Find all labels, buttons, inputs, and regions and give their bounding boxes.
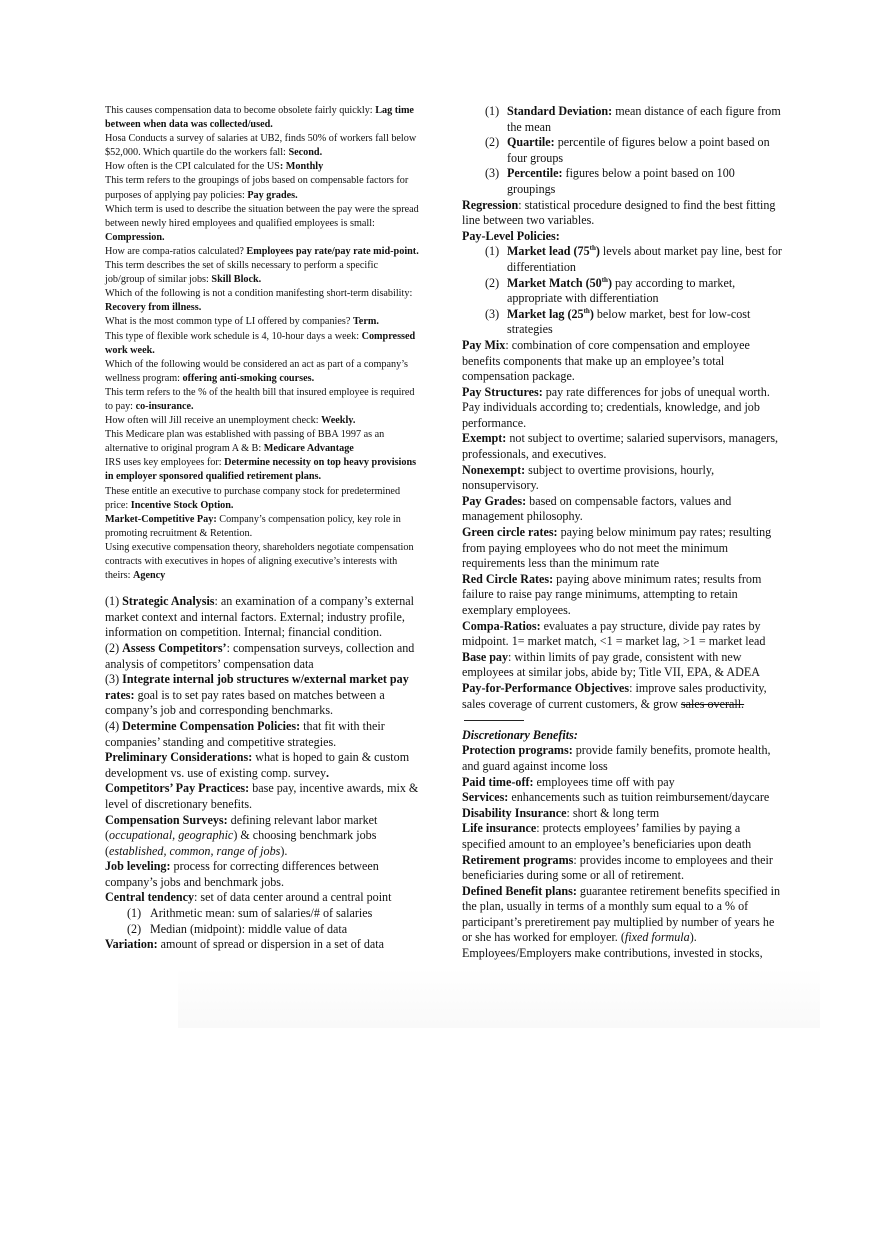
qa-item: This causes compensation data to become obsolete fairly quickly: Lag time between when data was collected/used. bbox=[105, 105, 414, 131]
list-item: (3) Percentile: figures below a point based on 100 groupings bbox=[485, 166, 735, 196]
list-item: (2) Quartile: percentile of figures below a point based on four groups bbox=[485, 135, 770, 165]
pay-level-list bbox=[462, 244, 782, 338]
definition: Protection programs: provide family benefits, promote health, and guard against income loss bbox=[462, 743, 771, 773]
compensation-notes bbox=[105, 594, 420, 953]
compensation-surveys: Compensation Surveys: defining relevant labor market (occupational, geographic) & choosing benchmark jobs (established, common, range of jobs). bbox=[105, 812, 378, 858]
quiz-questions bbox=[105, 104, 420, 583]
qa-item: How often is the CPI calculated for the US: Monthly bbox=[105, 161, 324, 173]
qa-item: This term refers to the groupings of jobs based on compensable factors for purposes of applying pay policies: Pay grades. bbox=[105, 175, 409, 201]
preliminary-considerations: Preliminary Considerations: what is hoped to gain & custom development vs. use of existing comp. survey. bbox=[105, 750, 410, 780]
step-item: (2) Assess Competitors’: compensation surveys, collection and analysis of competitors’ compensation data bbox=[105, 640, 415, 671]
qa-item: Hosa Conducts a survey of salaries at UB2, finds 50% of workers fall below $52,000. Which quartile do the workers fall: Second. bbox=[105, 133, 417, 159]
regression: Regression: statistical procedure designed to find the best fitting line between two variables. bbox=[462, 197, 776, 228]
definition: Pay Structures: pay rate differences for jobs of unequal worth. Pay individuals according to; credentials, knowledge, and job performance. bbox=[462, 384, 770, 430]
definition: Paid time-off: employees time off with pay bbox=[462, 774, 675, 789]
left-column bbox=[105, 104, 420, 953]
pay-level-policies-heading: Pay-Level Policies: bbox=[462, 228, 560, 243]
definition: Red Circle Rates: paying above minimum rates; results from failure to raise pay range minimums, attempting to retain exemplary employees. bbox=[462, 571, 762, 617]
spacer bbox=[105, 583, 420, 594]
qa-item: Which of the following is not a condition manifesting short-term disability: Recovery from illness. bbox=[105, 288, 413, 314]
qa-item: Which term is used to describe the situation between the pay were the spread between newly hired employees and qualified employees is small: Compression. bbox=[105, 203, 419, 243]
definition: Base pay: within limits of pay grade, consistent with new employees at similar jobs, abide by; Title VII, EPA, & ADEA bbox=[462, 649, 760, 680]
definition: Green circle rates: paying below minimum pay rates; resulting from paying employees who do not meet the minimum requirements less than the minimum rate bbox=[462, 525, 772, 571]
list-item: (1) Arithmetic mean: sum of salaries/# of salaries bbox=[127, 906, 373, 921]
step-item: (1) Strategic Analysis: an examination of a company’s external market context and internal factors. External; industry profile, information on competition. Internal; financial condition. bbox=[105, 594, 414, 640]
qa-item: IRS uses key employees for: Determine necessity on top heavy provisions in employer sponsored qualified retirement plans. bbox=[105, 457, 417, 483]
definition: Pay Mix: combination of core compensation and employee benefits components that make up an employee’s total compensation package. bbox=[462, 337, 750, 384]
qa-item: Which of the following would be considered an act as part of a company’s wellness program: offering anti-smoking courses. bbox=[105, 358, 408, 384]
definition: Disability Insurance: short & long term bbox=[462, 805, 660, 820]
step-item: (3) Integrate internal job structures w/external market pay rates: goal is to set pay rates based on matches between a company’s job and corresponding benchmarks. bbox=[105, 672, 409, 718]
pay-for-performance: Pay-for-Performance Objectives: improve sales productivity, sales coverage of current customers, & grow sales overall. bbox=[462, 681, 782, 728]
qa-item: This type of flexible work schedule is 4, 10-hour days a week: Compressed work week. bbox=[105, 330, 416, 356]
variation-list bbox=[462, 104, 782, 198]
definition: Life insurance: protects employees’ families by paying a specified amount to an employee’s beneficiaries upon death bbox=[462, 821, 752, 851]
job-leveling: Job leveling: process for correcting differences between company’s jobs and benchmark jobs. bbox=[105, 859, 379, 889]
qa-item: Using executive compensation theory, shareholders negotiate compensation contracts with executives in hopes of aligning executive’s interests with theirs: Agency bbox=[105, 541, 414, 582]
page-shadow bbox=[178, 968, 820, 1028]
qa-item: This term refers to the % of the health bill that insured employee is required to pay: co-insurance. bbox=[105, 386, 415, 412]
list-item: (2) Median (midpoint): middle value of data bbox=[127, 921, 348, 936]
definition: Exempt: not subject to overtime; salaried supervisors, managers, professionals, and executives. bbox=[462, 431, 779, 462]
qa-item: How often will Jill receive an unemployment check: Weekly. bbox=[105, 415, 356, 427]
competitors-pay-practices: Competitors’ Pay Practices: base pay, incentive awards, mix & level of discretionary benefits. bbox=[105, 781, 419, 811]
strike-line bbox=[464, 720, 524, 721]
definition: Retirement programs: provides income to employees and their beneficiaries during some or all of retirement. bbox=[462, 852, 773, 883]
qa-item: This Medicare plan was established with passing of BBA 1997 as an alternative to original program A & B: Medicare Advantage bbox=[105, 429, 385, 455]
market-competitive-pay: Market-Competitive Pay: Company’s compensation policy, key role in promoting recruitment & Retention. bbox=[105, 513, 401, 539]
qa-item: What is the most common type of LI offered by companies? Term. bbox=[105, 316, 379, 328]
step-item: (4) Determine Compensation Policies: that fit with their companies’ standing and competitive strategies. bbox=[105, 718, 385, 749]
variation: Variation: amount of spread or dispersion in a set of data bbox=[105, 937, 385, 952]
qa-item: These entitle an executive to purchase company stock for predetermined price: Incentive Stock Option. bbox=[105, 485, 401, 511]
defined-benefit-plans: Defined Benefit plans: guarantee retirement benefits specified in the plan, usually in terms of a monthly sum equal to a % of participant’s preretirement pay multiplied by number of years he or she has worked for employer. (fixed formula). Employees/Employers make contributions, invested in stocks, bbox=[462, 883, 781, 961]
list-item: (2) Market Match (50th) pay according to market, appropriate with differentiation bbox=[485, 275, 736, 306]
central-tendency: Central tendency: set of data center around a central point bbox=[105, 890, 392, 905]
definition: Services: enhancements such as tuition reimbursement/daycare bbox=[462, 790, 770, 805]
list-item: (1) Market lead (75th) levels about market pay line, best for differentiation bbox=[485, 244, 782, 274]
list-item: (3) Market lag (25th) below market, best for low-cost strategies bbox=[485, 306, 751, 337]
list-item: (1) Standard Deviation: mean distance of each figure from the mean bbox=[485, 104, 781, 134]
right-column bbox=[462, 104, 782, 962]
qa-item: This term describes the set of skills necessary to perform a specific job/group of similar jobs: Skill Block. bbox=[105, 260, 378, 286]
definition: Pay Grades: based on compensable factors, values and management philosophy. bbox=[462, 493, 732, 524]
qa-item: How are compa-ratios calculated? Employees pay rate/pay rate mid-point. bbox=[105, 245, 419, 257]
discretionary-benefits-heading: Discretionary Benefits: bbox=[462, 727, 578, 742]
definition: Compa-Ratios: evaluates a pay structure, divide pay rates by midpoint. 1= market match, <1 = market lag, >1 = market lead bbox=[462, 618, 766, 649]
definition: Nonexempt: subject to overtime provisions, hourly, nonsupervisory. bbox=[462, 462, 715, 493]
central-tendency-list bbox=[105, 906, 420, 937]
